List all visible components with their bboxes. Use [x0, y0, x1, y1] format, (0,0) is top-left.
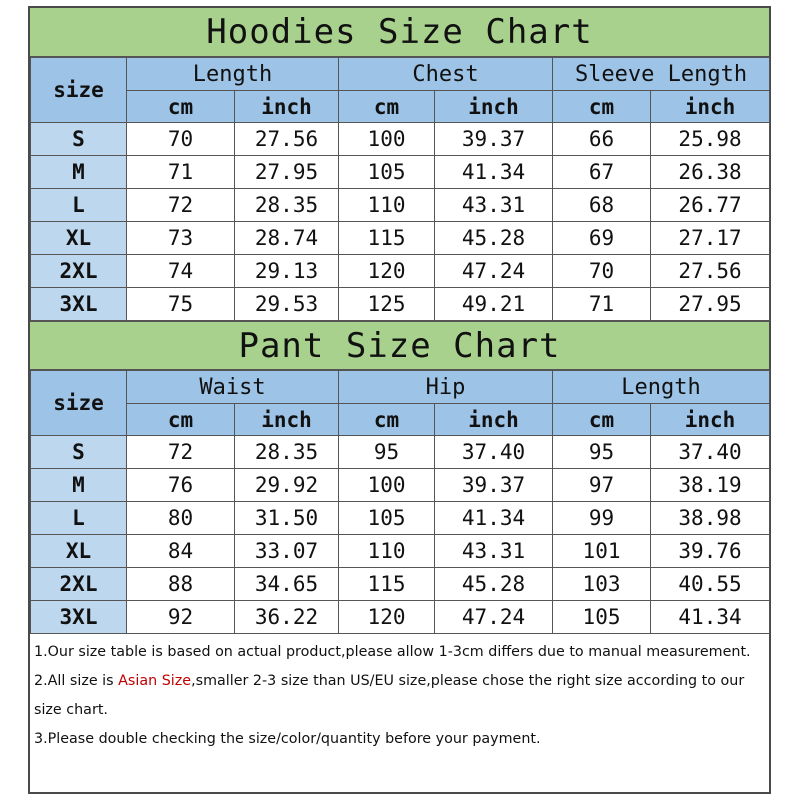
value-cell: 38.19	[651, 469, 770, 502]
value-cell: 29.92	[235, 469, 339, 502]
unit-header: cm	[127, 91, 235, 123]
note-1: 1.Our size table is based on actual product,please allow 1-3cm differs due to manual measurement.	[34, 644, 751, 660]
table-row	[31, 123, 770, 156]
size-cell: S	[31, 123, 127, 156]
value-cell: 71	[127, 156, 235, 189]
size-cell: L	[31, 502, 127, 535]
hoodies-header-row	[31, 58, 770, 91]
size-cell: S	[31, 436, 127, 469]
value-cell: 34.65	[235, 568, 339, 601]
unit-header: cm	[553, 91, 651, 123]
value-cell: 72	[127, 189, 235, 222]
value-cell: 100	[339, 123, 435, 156]
value-cell: 40.55	[651, 568, 770, 601]
value-cell: 80	[127, 502, 235, 535]
value-cell: 27.17	[651, 222, 770, 255]
value-cell: 105	[339, 156, 435, 189]
hoodies-body	[31, 123, 770, 321]
value-cell: 95	[553, 436, 651, 469]
value-cell: 27.56	[651, 255, 770, 288]
value-cell: 47.24	[435, 255, 553, 288]
value-cell: 115	[339, 222, 435, 255]
value-cell: 36.22	[235, 601, 339, 634]
value-cell: 41.34	[435, 502, 553, 535]
size-cell: 3XL	[31, 288, 127, 321]
value-cell: 115	[339, 568, 435, 601]
size-cell: XL	[31, 535, 127, 568]
table-row	[31, 568, 770, 601]
value-cell: 43.31	[435, 535, 553, 568]
size-cell: 3XL	[31, 601, 127, 634]
unit-header: inch	[435, 404, 553, 436]
value-cell: 45.28	[435, 568, 553, 601]
value-cell: 69	[553, 222, 651, 255]
value-cell: 25.98	[651, 123, 770, 156]
value-cell: 28.74	[235, 222, 339, 255]
group-header: Length	[553, 371, 770, 404]
table-row	[31, 288, 770, 321]
unit-header: inch	[435, 91, 553, 123]
value-cell: 103	[553, 568, 651, 601]
value-cell: 45.28	[435, 222, 553, 255]
hoodies-table	[30, 57, 770, 321]
unit-header: inch	[651, 91, 770, 123]
value-cell: 41.34	[651, 601, 770, 634]
unit-header: cm	[339, 91, 435, 123]
size-header: size	[31, 58, 127, 123]
note-2-prefix: 2.All size is	[34, 673, 119, 689]
pants-table	[30, 370, 770, 634]
value-cell: 67	[553, 156, 651, 189]
unit-header: inch	[235, 404, 339, 436]
value-cell: 110	[339, 535, 435, 568]
value-cell: 31.50	[235, 502, 339, 535]
value-cell: 76	[127, 469, 235, 502]
value-cell: 71	[553, 288, 651, 321]
unit-header: cm	[553, 404, 651, 436]
value-cell: 105	[339, 502, 435, 535]
value-cell: 43.31	[435, 189, 553, 222]
group-header: Chest	[339, 58, 553, 91]
value-cell: 29.53	[235, 288, 339, 321]
value-cell: 29.13	[235, 255, 339, 288]
value-cell: 92	[127, 601, 235, 634]
table-row	[31, 469, 770, 502]
value-cell: 68	[553, 189, 651, 222]
pants-header-row	[31, 371, 770, 404]
note-2-suffix: ,smaller 2-3 size than US/EU size,please chose the right size according to our size chart.	[34, 673, 745, 718]
value-cell: 26.77	[651, 189, 770, 222]
value-cell: 75	[127, 288, 235, 321]
value-cell: 84	[127, 535, 235, 568]
value-cell: 26.38	[651, 156, 770, 189]
value-cell: 73	[127, 222, 235, 255]
size-cell: 2XL	[31, 568, 127, 601]
unit-header: inch	[235, 91, 339, 123]
group-header: Length	[127, 58, 339, 91]
note-2	[34, 667, 765, 725]
table-row	[31, 535, 770, 568]
value-cell: 125	[339, 288, 435, 321]
table-row	[31, 601, 770, 634]
unit-header: inch	[651, 404, 770, 436]
size-cell: M	[31, 469, 127, 502]
value-cell: 95	[339, 436, 435, 469]
hoodies-title: Hoodies Size Chart	[30, 8, 769, 57]
note-3: 3.Please double checking the size/color/quantity before your payment.	[34, 731, 541, 747]
value-cell: 39.76	[651, 535, 770, 568]
value-cell: 27.95	[235, 156, 339, 189]
value-cell: 28.35	[235, 189, 339, 222]
pants-body	[31, 436, 770, 634]
group-header: Waist	[127, 371, 339, 404]
value-cell: 27.95	[651, 288, 770, 321]
table-row	[31, 502, 770, 535]
size-cell: XL	[31, 222, 127, 255]
size-header: size	[31, 371, 127, 436]
size-cell: 2XL	[31, 255, 127, 288]
table-row	[31, 189, 770, 222]
table-row	[31, 255, 770, 288]
value-cell: 38.98	[651, 502, 770, 535]
value-cell: 39.37	[435, 469, 553, 502]
asian-size-highlight: Asian Size	[118, 673, 192, 689]
value-cell: 27.56	[235, 123, 339, 156]
table-row	[31, 156, 770, 189]
value-cell: 41.34	[435, 156, 553, 189]
size-chart	[28, 6, 771, 794]
size-cell: L	[31, 189, 127, 222]
value-cell: 120	[339, 255, 435, 288]
group-header: Hip	[339, 371, 553, 404]
value-cell: 49.21	[435, 288, 553, 321]
value-cell: 37.40	[435, 436, 553, 469]
value-cell: 100	[339, 469, 435, 502]
value-cell: 88	[127, 568, 235, 601]
pants-unit-row	[31, 404, 770, 436]
value-cell: 33.07	[235, 535, 339, 568]
hoodies-unit-row	[31, 91, 770, 123]
value-cell: 97	[553, 469, 651, 502]
value-cell: 110	[339, 189, 435, 222]
table-row	[31, 436, 770, 469]
size-cell: M	[31, 156, 127, 189]
value-cell: 28.35	[235, 436, 339, 469]
value-cell: 105	[553, 601, 651, 634]
value-cell: 120	[339, 601, 435, 634]
notes	[30, 634, 769, 754]
value-cell: 101	[553, 535, 651, 568]
pants-title: Pant Size Chart	[30, 321, 769, 370]
group-header: Sleeve Length	[553, 58, 770, 91]
value-cell: 47.24	[435, 601, 553, 634]
value-cell: 37.40	[651, 436, 770, 469]
value-cell: 74	[127, 255, 235, 288]
unit-header: cm	[127, 404, 235, 436]
table-row	[31, 222, 770, 255]
value-cell: 70	[127, 123, 235, 156]
value-cell: 72	[127, 436, 235, 469]
value-cell: 39.37	[435, 123, 553, 156]
value-cell: 66	[553, 123, 651, 156]
unit-header: cm	[339, 404, 435, 436]
value-cell: 99	[553, 502, 651, 535]
value-cell: 70	[553, 255, 651, 288]
